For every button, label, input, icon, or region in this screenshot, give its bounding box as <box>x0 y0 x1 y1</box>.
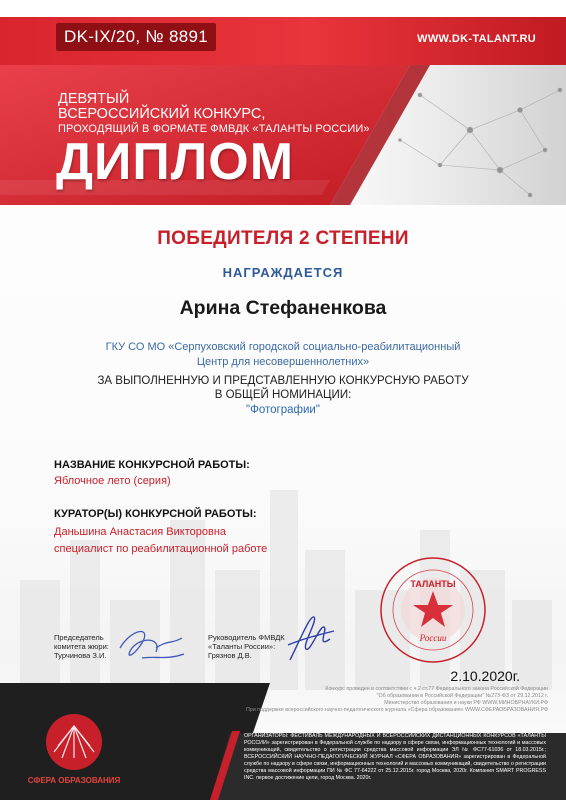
organization <box>0 340 566 370</box>
for-work-line-1: ЗА ВЫПОЛНЕННУЮ И ПРЕДСТАВЛЕННУЮ КОНКУРСНУЮ РАБОТУ <box>97 375 469 387</box>
leader-line-2: «Таланты России»: <box>208 642 276 651</box>
curators-label: КУРАТОР(Ы) КОНКУРСНОЙ РАБОТЫ: <box>54 508 257 520</box>
organizers-text: ОРГАНИЗАТОРЫ: ФЕСТИВАЛЬ МЕЖДУНАРОДНЫХ И ВСЕРОССИЙСКИХ ДИСТАНЦИОННЫХ КОНКУРСОВ «ТАЛАНТЫ РОССИИ» зарегистрирован в Федеральной службе по надзору в сфере связи, информационных технологий и массовых коммуникаций, свидетельство о регистрации средства массовой информации ЭЛ № ФС77-61036 от 18.03.2015г.; ВСЕРОССИЙСКИЙ НАУЧНО-ПЕДАГОГИЧЕСКИЙ ЖУРНАЛ «СФЕРА ОБРАЗОВАНИЯ» зарегистрирован в Федеральной службе по надзору в сфере связи, информационных технологий и массовых коммуникаций, свидетельство о регистрации средства массовой информации ПИ № ФС 77-64222 от 25.12.2015г. город Москва, 2020г. Компания SMART PROGRESS INC. первое достижение цели, город Москва. 2020г. <box>244 733 546 781</box>
stamp-bottom-text: России <box>419 633 447 643</box>
leader-signature-block <box>208 633 285 660</box>
for-work-line-2: В ОБЩЕЙ НОМИНАЦИИ: <box>214 389 352 401</box>
awarded-label: НАГРАЖДАЕТСЯ <box>222 265 344 280</box>
award-place: ПОБЕДИТЕЛЯ 2 СТЕПЕНИ <box>157 228 409 249</box>
leader-line-3: Грязнов Д.В. <box>208 651 252 660</box>
curator-name: Даньшина Анастасия Викторовна <box>54 526 227 538</box>
recipient-name: Арина Стефаненкова <box>179 297 387 319</box>
leader-line-1: Руководитель ФМВДК <box>208 633 285 642</box>
curator-role: специалист по реабилитационной работе <box>54 543 268 555</box>
sphere-education-logo-icon <box>28 706 120 778</box>
jury-line-3: Турчинова З.И. <box>54 651 107 660</box>
jury-line-1: Председатель <box>54 633 104 642</box>
legal-line-2: "Об образовании в Российской Федерации" №273-ФЗ от 29.12.2012 г. <box>376 693 548 699</box>
intro-line-3: ПРОХОДЯЩИЙ В ФОРМАТЕ ФМВДК «ТАЛАНТЫ РОССИИ» <box>58 123 370 135</box>
document-title: ДИПЛОМ <box>56 133 295 191</box>
contest-intro <box>58 92 370 137</box>
nomination: "Фотографии" <box>246 404 320 416</box>
issue-date: 2.10.2020г. <box>450 668 520 684</box>
talanty-rossii-stamp <box>378 555 488 665</box>
legal-line-3: Министерство образования и науки РФ WWW.МИНОБРНАУКИ.РФ <box>384 700 548 706</box>
stamp-top-text: ТАЛАНТЫ <box>410 579 456 589</box>
website-link[interactable]: WWW.DK-TALANT.RU <box>417 33 536 45</box>
jury-signature <box>112 618 192 668</box>
intro-line-2: ВСЕРОССИЙСКИЙ КОНКУРС, <box>58 106 266 122</box>
intro-line-1: ДЕВЯТЫЙ <box>58 91 130 107</box>
legal-line-4: При поддержке всероссийского научно-педагогического журнала «Сфера образования» WWW.СФЕРАОБРАЗОВАНИЯ.РФ <box>245 707 548 713</box>
legal-notice <box>228 686 548 714</box>
work-title-label: НАЗВАНИЕ КОНКУРСНОЙ РАБОТЫ: <box>54 459 250 471</box>
organization-line-1: ГКУ СО МО «Серпуховский городской социально-реабилитационный <box>105 341 461 353</box>
sphere-education-logo-label: СФЕРА ОБРАЗОВАНИЯ <box>27 776 121 785</box>
work-title: Яблочное лето (серия) <box>54 475 171 487</box>
leader-signature <box>280 605 340 670</box>
jury-chair-signature-block <box>54 633 109 660</box>
jury-line-2: комитета жюри: <box>54 642 109 651</box>
organization-line-2: Центр для несовершеннолетних» <box>196 356 370 368</box>
legal-line-1: Конкурс проведен в соответствии с ч.2 ст.77 Федерального закона Российской Федерации <box>325 686 548 692</box>
certificate-id: DK-IX/20, № 8891 <box>64 27 208 46</box>
for-work-text <box>0 374 566 402</box>
